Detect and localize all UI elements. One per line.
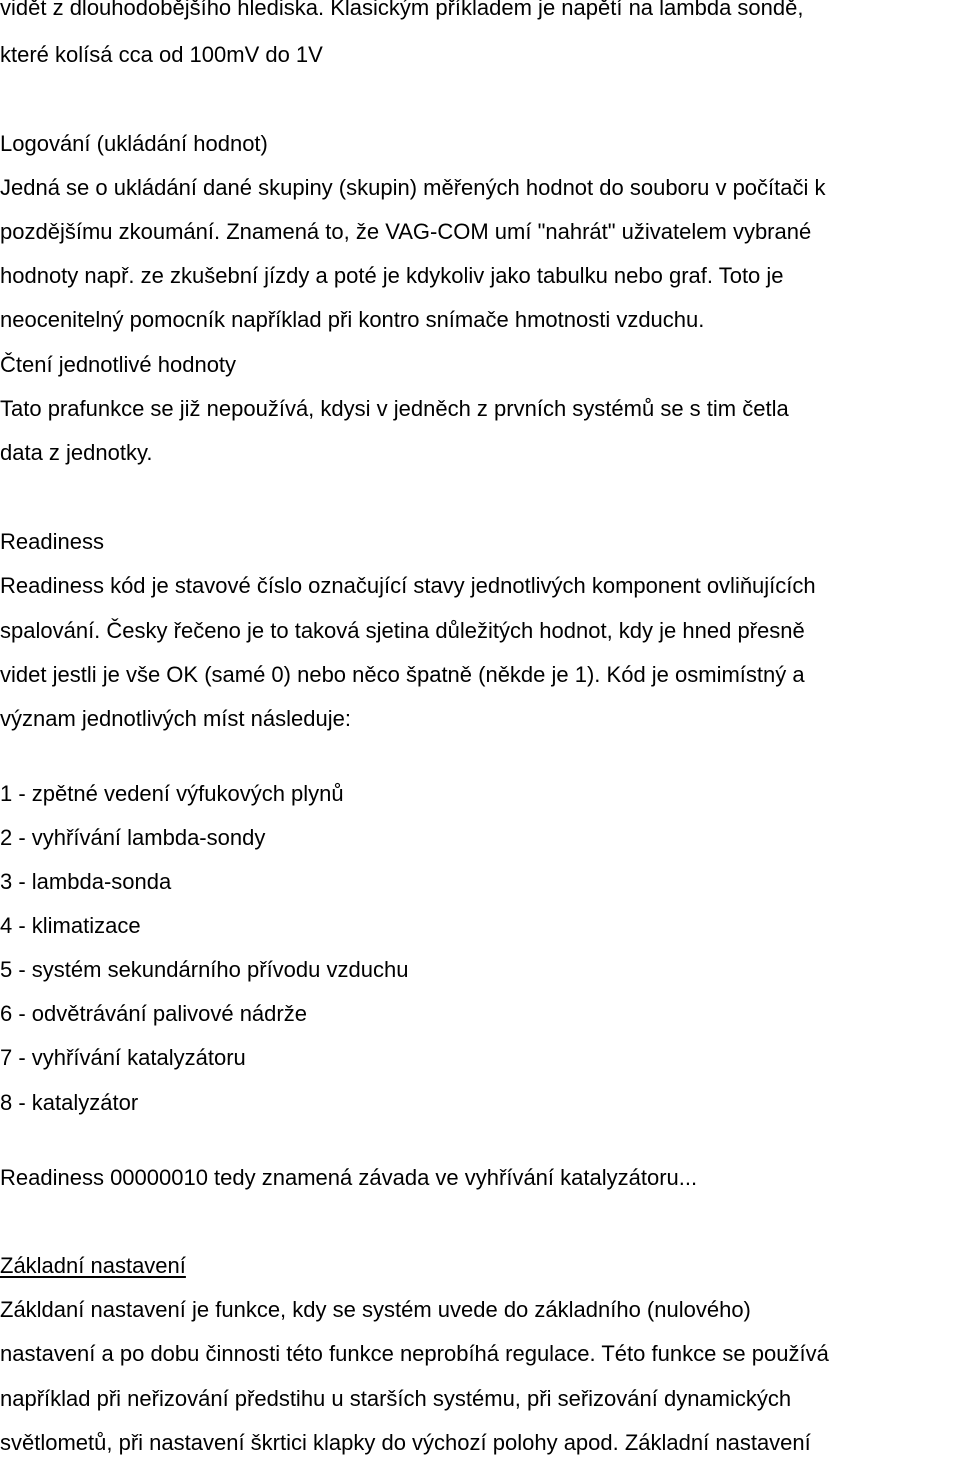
readiness-heading: Readiness xyxy=(0,529,104,554)
readiness-item-4: 4 - klimatizace xyxy=(0,913,141,938)
readiness-line-3: videt jestli je vše OK (samé 0) nebo něco špatně (někde je 1). Kód je osmimístný a xyxy=(0,662,805,687)
zakladni-line-1: Zákldaní nastavení je funkce, kdy se systém uvede do základního (nulového) xyxy=(0,1297,751,1322)
readiness-item-7: 7 - vyhřívání katalyzátoru xyxy=(0,1045,246,1070)
logovani-line-4: neocenitelný pomocník například při kontro snímače hmotnosti vzduchu. xyxy=(0,307,705,332)
logovani-heading: Logování (ukládání hodnot) xyxy=(0,131,268,156)
zakladni-line-2: nastavení a po dobu činnosti této funkce neprobíhá regulace. Této funkce se používá xyxy=(0,1341,829,1366)
readiness-item-8: 8 - katalyzátor xyxy=(0,1090,139,1115)
logovani-line-3: hodnoty např. ze zkušební jízdy a poté je kdykoliv jako tabulku nebo graf. Toto je xyxy=(0,263,784,288)
cteni-line-2: data z jednotky. xyxy=(0,440,153,465)
readiness-item-5: 5 - systém sekundárního přívodu vzduchu xyxy=(0,957,409,982)
zakladni-heading: Základní nastavení xyxy=(0,1253,186,1278)
readiness-item-2: 2 - vyhřívání lambda-sondy xyxy=(0,825,266,850)
cteni-line-1: Tato prafunkce se již nepoužívá, kdysi v jedněch z prvních systémů se s tim četla xyxy=(0,396,789,421)
readiness-line-2: spalování. Česky řečeno je to taková sjetina důležitých hodnot, kdy je hned přesně xyxy=(0,618,805,643)
logovani-line-2: pozdějšímu zkoumání. Znamená to, že VAG-COM umí "nahrát" uživatelem vybrané xyxy=(0,219,812,244)
readiness-item-6: 6 - odvětrávání palivové nádrže xyxy=(0,1001,307,1026)
readiness-item-3: 3 - lambda-sonda xyxy=(0,869,172,894)
zakladni-line-4: světlometů, při nastavení škrtici klapky do výchozí polohy apod. Základní nastavení xyxy=(0,1430,811,1455)
readiness-line-4: význam jednotlivých míst následuje: xyxy=(0,706,351,731)
zakladni-line-3: například při neřizování předstihu u starších systému, při seřizování dynamických xyxy=(0,1386,792,1411)
readiness-example: Readiness 00000010 tedy znamená závada ve vyhřívání katalyzátoru... xyxy=(0,1165,698,1190)
readiness-item-1: 1 - zpětné vedení výfukových plynů xyxy=(0,781,344,806)
intro-line-2: které kolísá cca od 100mV do 1V xyxy=(0,42,323,67)
cteni-heading: Čtení jednotlivé hodnoty xyxy=(0,352,237,377)
logovani-line-1: Jedná se o ukládání dané skupiny (skupin) měřených hodnot do souboru v počítači k xyxy=(0,175,826,200)
readiness-line-1: Readiness kód je stavové číslo označující stavy jednotlivých komponent ovliňujících xyxy=(0,573,816,598)
intro-line-1: vidět z dlouhodobějšího hlediska. Klasickým příkladem je napětí na lambda sondě, xyxy=(0,0,804,20)
